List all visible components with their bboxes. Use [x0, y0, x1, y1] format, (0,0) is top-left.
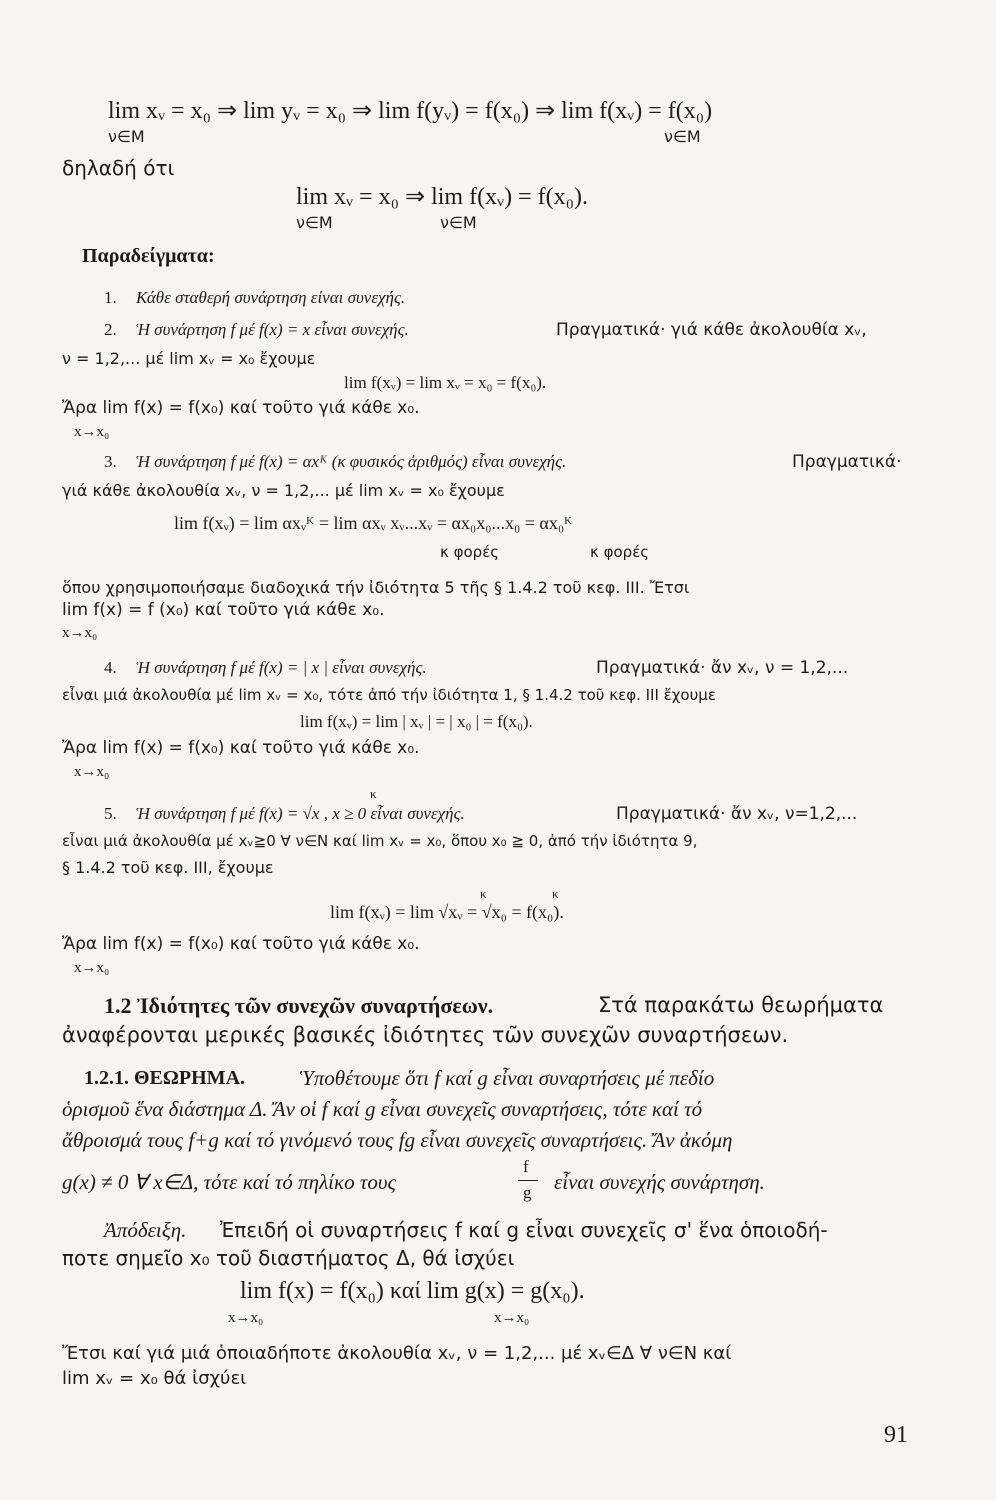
theorem-text: Ὑποθέτουμε ὅτι f καί g εἶναι συναρτήσεις μέ πεδίο: [300, 1066, 715, 1090]
text-line: Πραγματικά· ἄν xᵥ, ν = 1,2,...: [596, 658, 849, 678]
text-line: γιά κάθε ἀκολουθία xᵥ, ν = 1,2,... μέ lim xᵥ = x₀ ἔχουμε: [62, 481, 505, 500]
text-line: Ἄρα lim f(x) = f(x₀) καί τοῦτο γιά κάθε x₀.: [62, 934, 420, 954]
proof-label: Ἀπόδειξη.: [104, 1218, 187, 1242]
fraction-denominator: g: [523, 1183, 532, 1202]
text-line: Πραγματικά· γιά κάθε ἀκολουθία xᵥ,: [556, 320, 867, 340]
formula-line: lim f(xᵥ) = lim √xᵥ = √x₀ = f(x₀).: [330, 902, 564, 922]
theorem-text: ὁρισμοῦ ἕνα διάστημα Δ. Ἄν οἱ f καί g εἶναι συνεχεῖς συναρτήσεις, τότε καί τό: [62, 1097, 703, 1121]
text-line: δηλαδή ότι: [62, 156, 175, 180]
example-statement: Ἡ συνάρτηση f μέ f(x) = αxᴷ (κ φυσικός ἀριθμός) εἶναι συνεχής.: [136, 452, 567, 471]
example-statement: Ἡ συνάρτηση f μέ f(x) = x εἶναι συνεχής.: [136, 320, 409, 339]
subsection-heading: 1.2 Ἰδιότητες τῶν συνεχῶν συναρτήσεων.: [104, 993, 494, 1018]
subscript-index: ν∈M: [296, 213, 333, 232]
text-line: ποτε σημεῖο x₀ τοῦ διαστήματος Δ, θά ἰσχύει: [62, 1246, 515, 1270]
theorem-text: g(x) ≠ 0 ∀ x∈Δ, τότε καί τό πηλίκο τους: [62, 1170, 397, 1194]
text-line: ν = 1,2,... μέ lim xᵥ = x₀ ἔχουμε: [62, 349, 316, 368]
formula-implication: lim xᵥ = x₀ ⇒ lim f(xᵥ) = f(x₀).: [296, 184, 588, 210]
item-number: 1.: [104, 288, 117, 307]
limit-subscript: x→x₀: [62, 625, 98, 641]
page-number: 91: [884, 1422, 908, 1448]
example-statement: Ἡ συνάρτηση f μέ f(x) = | x | εἶναι συνεχής.: [136, 658, 427, 677]
fraction-numerator: f: [523, 1157, 529, 1176]
text-line: Ἐπειδή οἱ συναρτήσεις f καί g εἶναι συνεχεῖς σ' ἕνα ὁποιοδή-: [220, 1218, 828, 1242]
formula-line: lim f(xᵥ) = lim xᵥ = x₀ = f(x₀).: [344, 373, 547, 392]
text-line: Στά παρακάτω θεωρήματα: [598, 993, 884, 1017]
root-index: κ: [370, 786, 377, 801]
text-line: lim xᵥ = x₀ θά ἰσχύει: [62, 1368, 247, 1389]
theorem-text: εἶναι συνεχής συνάρτηση.: [554, 1170, 765, 1194]
text-line: ἀναφέρονται μερικές βασικές ἰδιότητες τῶν συνεχῶν συναρτήσεων.: [62, 1023, 789, 1047]
limit-subscript: x→x₀: [74, 424, 110, 440]
text-line: Ἄρα lim f(x) = f(x₀) καί τοῦτο γιά κάθε x₀.: [62, 738, 420, 758]
example-statement: Κάθε σταθερή συνάρτηση είναι συνεχής.: [136, 288, 406, 307]
text-line: Ἔτσι καί γιά μιά ὁποιαδήποτε ἀκολουθία xᵥ, ν = 1,2,... μέ xᵥ∈Δ ∀ ν∈N καί: [62, 1343, 732, 1364]
formula-line: lim f(x) = f(x₀) καί lim g(x) = g(x₀).: [240, 1278, 585, 1304]
text-line: εἶναι μιά ἀκολουθία μέ xᵥ≧0 ∀ ν∈N καί lim xᵥ = x₀, ὅπου x₀ ≧ 0, ἀπό τήν ἰδιότητα 9,: [62, 832, 698, 850]
item-number: 4.: [104, 658, 117, 677]
text-line: lim f(x) = f (x₀) καί τοῦτο γιά κάθε x₀.: [62, 600, 385, 620]
text-line: Πραγματικά· ἄν xᵥ, ν=1,2,...: [616, 804, 858, 824]
limit-subscript: x→x₀: [494, 1310, 530, 1326]
root-index: κ: [552, 886, 559, 901]
limit-subscript: x→x₀: [74, 960, 110, 976]
text-line: ὅπου χρησιμοποιήσαμε διαδοχικά τήν ἰδιότητα 5 τῆς § 1.4.2 τοῦ κεφ. III. Ἔτσι: [62, 578, 690, 597]
subscript-index: ν∈M: [440, 213, 477, 232]
subscript-index: ν∈M: [108, 127, 145, 146]
root-index: κ: [480, 886, 487, 901]
formula-sequence-chain: lim xᵥ = x₀ ⇒ lim yᵥ = x₀ ⇒ lim f(yᵥ) = f(x₀) ⇒ lim f(xᵥ) = f(x₀): [108, 98, 713, 124]
item-number: 5.: [104, 804, 117, 823]
text-line: εἶναι μιά ἀκολουθία μέ lim xᵥ = x₀, τότε ἀπό τήν ἰδιότητα 1, § 1.4.2 τοῦ κεφ. III ἔχουμε: [62, 686, 716, 704]
theorem-heading: 1.2.1. ΘΕΩΡΗΜΑ.: [84, 1067, 246, 1089]
underbrace-label: κ φορές: [590, 543, 650, 561]
theorem-text: ἄθροισμά τους f+g καί τό γινόμενό τους fg εἶναι συνεχεῖς συναρτήσεις. Ἄν ἀκόμη: [62, 1128, 733, 1152]
text-line: Πραγματικά·: [792, 452, 902, 472]
text-line: § 1.4.2 τοῦ κεφ. III, ἔχουμε: [62, 858, 274, 877]
fraction-bar: [518, 1180, 538, 1181]
formula-line: lim f(xᵥ) = lim αxᵥᴷ = lim αxᵥ xᵥ...xᵥ = αx₀x₀...x₀ = αx₀ᴷ: [174, 513, 573, 533]
section-heading: Παραδείγματα:: [82, 245, 215, 267]
underbrace-label: κ φορές: [440, 543, 500, 561]
subscript-index: ν∈M: [664, 127, 701, 146]
text-line: Ἄρα lim f(x) = f(x₀) καί τοῦτο γιά κάθε x₀.: [62, 398, 420, 418]
limit-subscript: x→x₀: [74, 764, 110, 780]
item-number: 3.: [104, 452, 117, 471]
formula-line: lim f(xᵥ) = lim | xᵥ | = | x₀ | = f(x₀).: [300, 712, 533, 731]
limit-subscript: x→x₀: [228, 1310, 264, 1326]
example-statement: Ἡ συνάρτηση f μέ f(x) = √x , x ≥ 0 εἶναι συνεχής.: [136, 804, 465, 823]
item-number: 2.: [104, 320, 117, 339]
